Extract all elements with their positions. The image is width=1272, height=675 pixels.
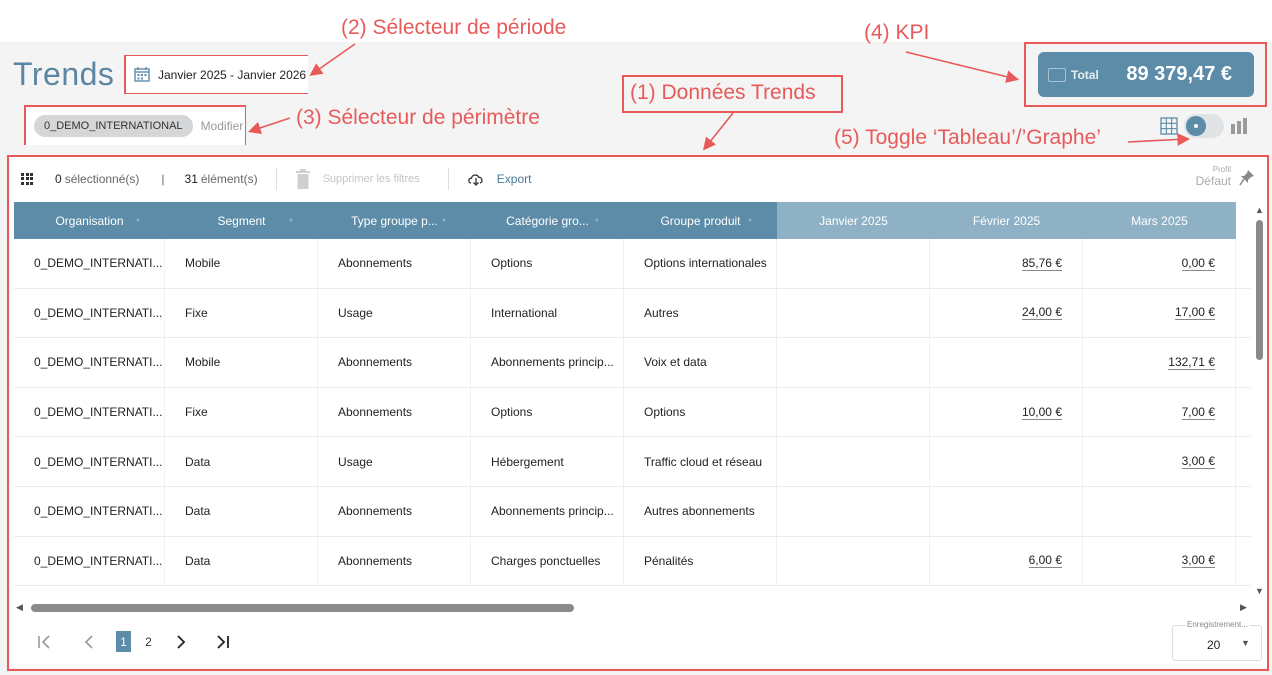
next-page-icon[interactable] (170, 634, 192, 650)
table-cell: Data (165, 487, 318, 536)
vertical-scrollbar[interactable] (1253, 202, 1267, 599)
table-cell: Abonnements princip... (471, 487, 624, 536)
view-toggle-switch[interactable] (1184, 114, 1224, 138)
grid-toolbar (10, 157, 1267, 200)
table-cell (1083, 239, 1236, 288)
table-cell: Fixe (165, 388, 318, 437)
table-cell: Abonnements (318, 239, 471, 288)
scroll-right-icon[interactable]: ▶ (1240, 602, 1247, 612)
table-cell: 0_DEMO_INTERNATI... (14, 487, 165, 536)
annotation-periode: (2) Sélecteur de période (341, 16, 567, 39)
column-header[interactable]: Segment ▲ (165, 202, 318, 239)
table-cell (1083, 289, 1236, 338)
table-header (14, 202, 1251, 239)
table-cell (930, 388, 1083, 437)
items-count: 31 (184, 171, 198, 186)
table-cell: Autres (624, 289, 777, 338)
delete-filters-label: Supprimer les filtres (322, 172, 420, 185)
table-cell (777, 537, 930, 586)
table-cell: 0_DEMO_INTERNATI... (14, 239, 165, 288)
kpi-total (1038, 52, 1254, 97)
table-cell (930, 537, 1083, 586)
cell-value[interactable]: 24,00 € (1021, 305, 1062, 320)
trends-data-grid (14, 202, 1251, 599)
cell-value[interactable]: 10,00 € (1021, 404, 1062, 419)
table-row[interactable] (14, 289, 1251, 339)
table-row[interactable] (14, 537, 1251, 587)
rows-per-page-value: 20 (1207, 638, 1221, 652)
cell-value[interactable]: 3,00 € (1181, 454, 1215, 469)
annotation-donnees: (1) Données Trends (630, 81, 816, 104)
table-cell: 0_DEMO_INTERNATI... (14, 338, 165, 387)
table-cell: Pénalités (624, 537, 777, 586)
table-cell (930, 239, 1083, 288)
selected-label: sélectionné(s) (64, 171, 140, 186)
table-cell (777, 338, 930, 387)
table-cell: Abonnements princip... (471, 338, 624, 387)
table-cell (777, 487, 930, 536)
cell-value[interactable]: 7,00 € (1181, 404, 1215, 419)
cloud-download-icon (467, 172, 485, 186)
table-cell: Abonnements (318, 487, 471, 536)
table-row[interactable] (14, 437, 1251, 487)
profile-value: Défaut (1195, 174, 1231, 188)
table-cell (777, 289, 930, 338)
chart-icon[interactable] (1230, 117, 1248, 135)
annotation-toggle: (5) Toggle ‘Tableau’/’Graphe’ (834, 126, 1101, 149)
table-cell: Voix et data (624, 338, 777, 387)
table-cell: Abonnements (318, 537, 471, 586)
table-cell: 0_DEMO_INTERNATI... (14, 388, 165, 437)
annotation-perimetre: (3) Sélecteur de périmètre (296, 106, 540, 129)
perimeter-chip[interactable]: 0_DEMO_INTERNATIONAL (34, 115, 193, 137)
cell-value[interactable]: 6,00 € (1028, 553, 1062, 568)
pin-icon[interactable] (1239, 169, 1255, 187)
page-2-button[interactable]: 2 (145, 634, 152, 649)
items-label: élément(s) (200, 171, 258, 186)
table-cell (930, 437, 1083, 486)
profile-selector[interactable] (1196, 165, 1231, 188)
delete-filters-button[interactable] (295, 169, 420, 189)
toolbar-divider-2 (448, 168, 449, 190)
table-cell: Options internationales (624, 239, 777, 288)
table-cell: Data (165, 537, 318, 586)
table-row[interactable] (14, 487, 1251, 537)
table-cell (1083, 537, 1236, 586)
trends-data-panel (10, 157, 1267, 668)
column-header[interactable]: Janvier 2025 (777, 202, 930, 239)
rows-per-page-select[interactable] (1172, 620, 1262, 661)
table-cell: Data (165, 437, 318, 486)
table-cell: International (471, 289, 624, 338)
rows-per-page-label: Enregistrement... (1187, 620, 1248, 629)
table-cell (930, 289, 1083, 338)
horizontal-scroll-thumb[interactable] (31, 604, 574, 612)
table-cell (930, 338, 1083, 387)
table-cell (777, 388, 930, 437)
table-cell: Abonnements (318, 338, 471, 387)
table-cell: 0_DEMO_INTERNATI... (14, 437, 165, 486)
view-toggle[interactable] (1160, 114, 1248, 138)
scroll-down-icon[interactable]: ▼ (1255, 586, 1264, 596)
table-cell (1083, 487, 1236, 536)
calendar-icon (134, 67, 150, 82)
column-header[interactable]: Février 2025 (930, 202, 1083, 239)
table-cell: Hébergement (471, 437, 624, 486)
table-cell: Traffic cloud et réseau (624, 437, 777, 486)
column-header[interactable]: Groupe produit ▲ (624, 202, 777, 239)
chevron-down-icon: ▼ (1241, 638, 1250, 648)
table-cell (1083, 388, 1236, 437)
table-row[interactable] (14, 338, 1251, 388)
table-cell: Mobile (165, 239, 318, 288)
table-cell: Autres abonnements (624, 487, 777, 536)
column-header[interactable]: Type groupe p... ▲ (318, 202, 471, 239)
table-cell: 0_DEMO_INTERNATI... (14, 537, 165, 586)
money-icon (1048, 68, 1066, 82)
column-header[interactable]: Organisation ▲ (14, 202, 165, 239)
cell-value[interactable]: 85,76 € (1021, 255, 1062, 270)
table-cell (777, 437, 930, 486)
scroll-up-icon[interactable]: ▲ (1255, 205, 1264, 215)
last-page-icon[interactable] (212, 634, 234, 650)
table-cell (1083, 437, 1236, 486)
period-label: Janvier 2025 - Janvier 2026 (158, 67, 307, 82)
table-cell (777, 239, 930, 288)
pagination (34, 631, 234, 652)
kpi-value: 89 379,47 € (1126, 63, 1232, 85)
table-cell: Mobile (165, 338, 318, 387)
cell-value[interactable]: 3,00 € (1181, 553, 1215, 568)
table-cell: Options (624, 388, 777, 437)
first-page-icon[interactable] (34, 634, 56, 650)
table-cell (1083, 338, 1236, 387)
kpi-label: Total (1071, 67, 1099, 82)
table-row[interactable] (14, 239, 1251, 289)
table-cell: 0_DEMO_INTERNATI... (14, 289, 165, 338)
table-cell: Usage (318, 289, 471, 338)
page-title: Trends (13, 56, 115, 92)
table-body (14, 239, 1251, 586)
profile-label: Profil (1212, 165, 1231, 174)
column-header[interactable]: Mars 2025 (1083, 202, 1236, 239)
column-header[interactable]: Catégorie gro... ▲ (471, 202, 624, 239)
table-cell (930, 487, 1083, 536)
table-icon[interactable] (1160, 117, 1178, 135)
annotation-kpi: (4) KPI (864, 21, 930, 44)
toolbar-divider (276, 168, 277, 190)
table-cell: Usage (318, 437, 471, 486)
export-label: Export (496, 171, 532, 186)
toggle-knob (1186, 116, 1206, 136)
horizontal-scrollbar[interactable] (14, 602, 1251, 616)
table-cell: Options (471, 388, 624, 437)
previous-page-icon[interactable] (78, 634, 100, 650)
table-row[interactable] (14, 388, 1251, 438)
cell-value[interactable]: 0,00 € (1181, 255, 1215, 270)
selected-count: 0 (55, 171, 62, 186)
trash-icon (295, 169, 311, 189)
table-cell: Abonnements (318, 388, 471, 437)
export-button[interactable] (467, 172, 532, 186)
toolbar-separator: | (161, 171, 165, 186)
cell-value[interactable]: 17,00 € (1174, 305, 1215, 320)
table-cell: Fixe (165, 289, 318, 338)
table-cell: Options (471, 239, 624, 288)
page-1-button[interactable]: 1 (116, 631, 131, 652)
perimeter-modify-button[interactable]: Modifier (200, 119, 244, 133)
vertical-scroll-thumb[interactable] (1256, 220, 1263, 360)
perimeter-selector[interactable] (26, 107, 245, 145)
select-all-icon[interactable] (21, 173, 33, 185)
cell-value[interactable]: 132,71 € (1168, 354, 1215, 369)
table-cell: Charges ponctuelles (471, 537, 624, 586)
scroll-left-icon[interactable]: ◀ (16, 602, 23, 612)
period-selector[interactable] (126, 56, 308, 93)
